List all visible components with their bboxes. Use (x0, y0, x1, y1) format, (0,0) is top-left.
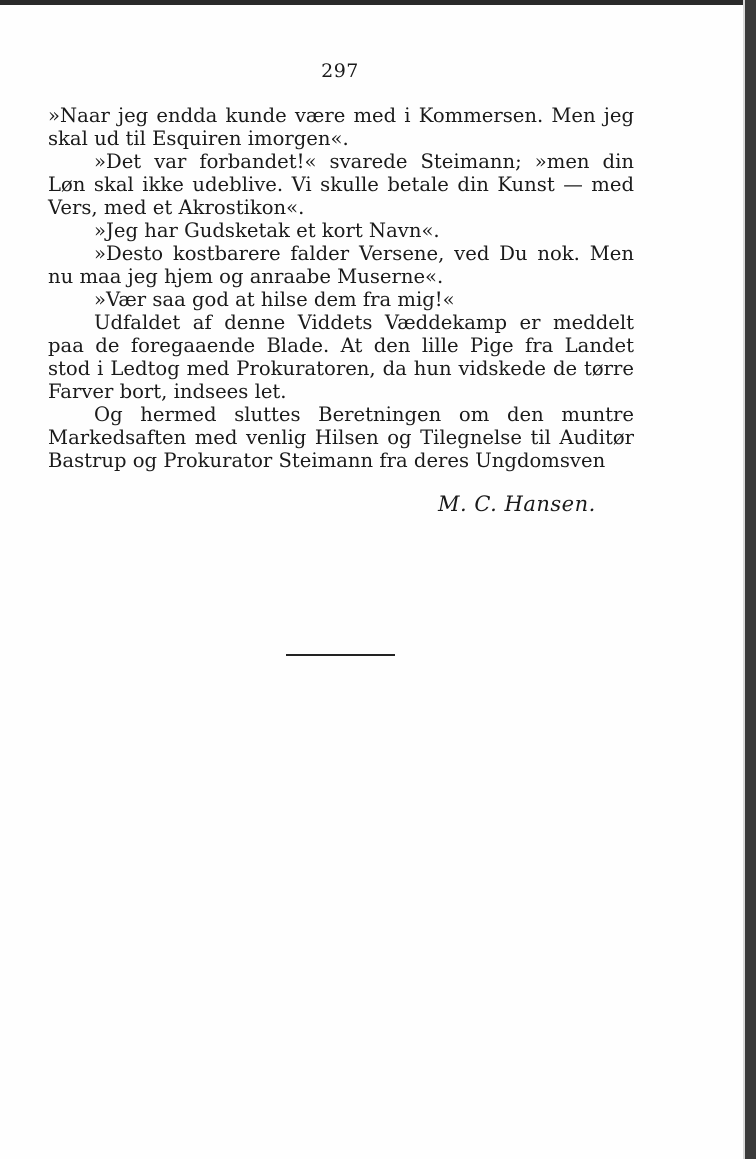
section-divider (286, 654, 395, 656)
paragraph: »Naar jeg endda kunde være med i Kommersen. Men jeg skal ud til Esquiren imorgen«. (48, 104, 634, 150)
paragraph: »Jeg har Gudsketak et kort Navn«. (94, 219, 440, 242)
paragraph: »Desto kostbarere falder Versene, ved Du nok. Men nu maa jeg hjem og anraabe Muserne«. (48, 242, 634, 288)
paragraph: »Det var forbandet!« svarede Steimann; »men din Løn skal ikke udeblive. Vi skulle betale din Kunst — med Vers, med et Akrostikon«. (48, 150, 634, 219)
page-number: 297 (321, 60, 359, 82)
paragraph: Udfaldet af denne Viddets Væddekamp er meddelt paa de foregaaende Blade. At den lille Pige fra Landet stod i Ledtog med Prokuratoren, da hun vidskede de tørre Farver bort, indsees let. (48, 311, 634, 403)
author-signature: M. C. Hansen. (438, 492, 596, 516)
paragraph: Og hermed sluttes Beretningen om den muntre Markedsaften med venlig Hilsen og Tilegnelse til Auditør Bastrup og Prokurator Steimann fra deres Ungdomsven (48, 403, 634, 472)
paragraph: »Vær saa god at hilse dem fra mig!« (94, 288, 455, 311)
page-right-edge (745, 0, 756, 1159)
body-text (48, 104, 634, 472)
page-top-edge (0, 0, 756, 5)
